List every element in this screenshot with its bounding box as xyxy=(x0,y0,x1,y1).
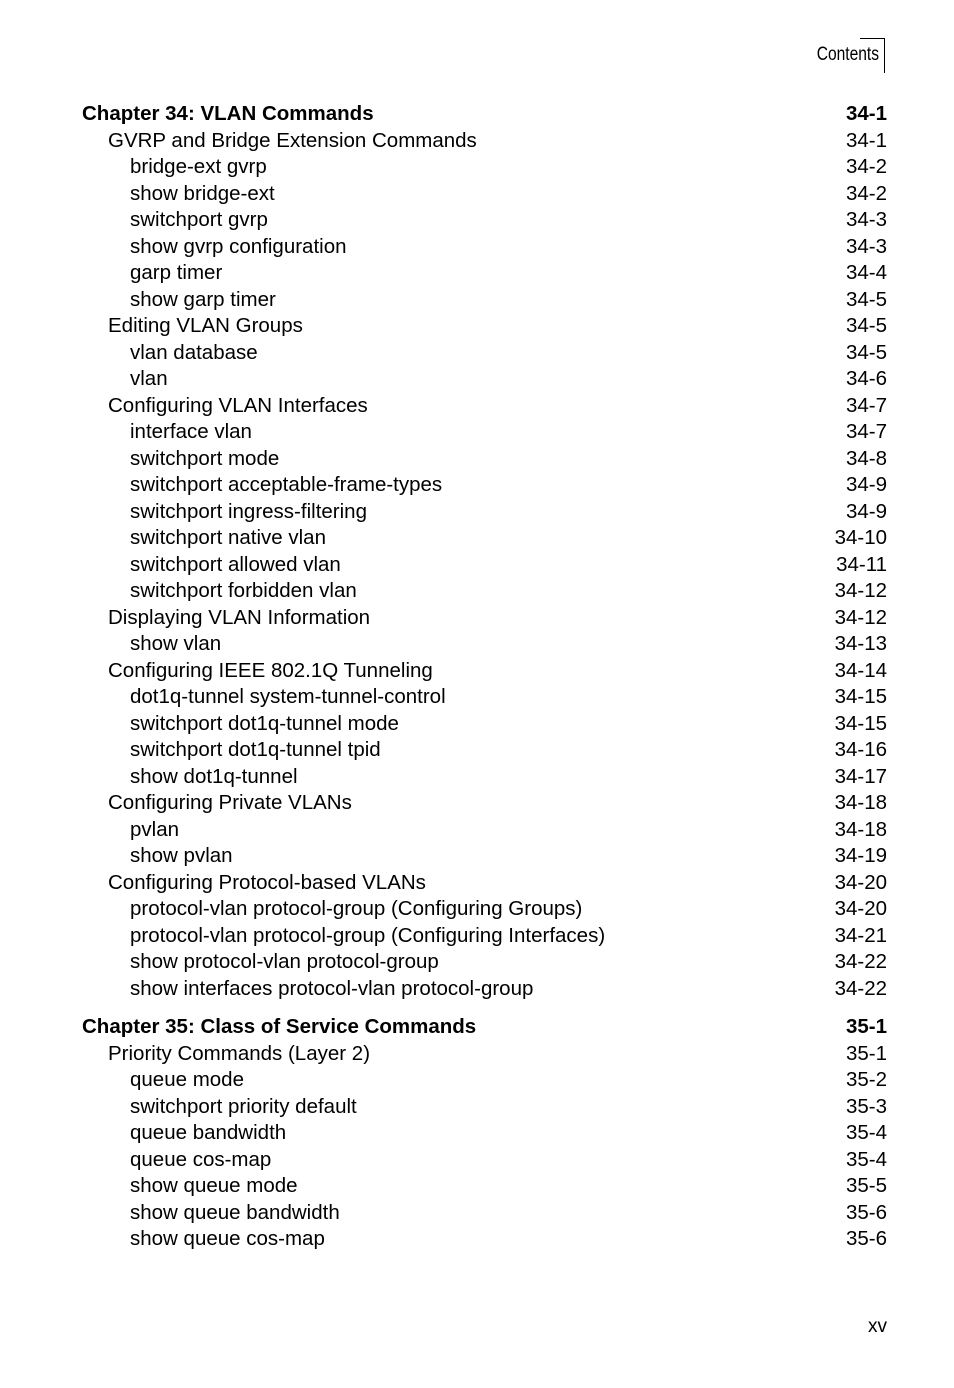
toc-section-entry[interactable] xyxy=(82,870,887,897)
toc-command-entry[interactable] xyxy=(82,923,887,950)
toc-entry-page: 34-5 xyxy=(845,314,887,337)
toc-entry-title: switchport mode xyxy=(130,446,280,470)
toc-entry-title: Configuring VLAN Interfaces xyxy=(108,393,368,417)
toc-section-entry[interactable] xyxy=(82,790,887,817)
toc-command-entry[interactable] xyxy=(82,1226,887,1253)
toc-entry-title: bridge-ext gvrp xyxy=(130,155,267,178)
toc-entry-page: 34-3 xyxy=(845,234,887,258)
toc-entry-title: Configuring Private VLANs xyxy=(108,791,352,814)
toc-entry-page: 34-21 xyxy=(834,923,887,947)
toc-command-entry[interactable] xyxy=(82,896,887,923)
toc-entry-title: Priority Commands (Layer 2) xyxy=(108,1041,371,1065)
toc-entry-title: queue bandwidth xyxy=(130,1121,287,1144)
toc-entry-title: protocol-vlan protocol-group (Configuring Groups) xyxy=(130,897,583,920)
toc-command-entry[interactable] xyxy=(82,340,887,367)
toc-section-entry[interactable] xyxy=(82,658,887,685)
toc-entry-page: 34-18 xyxy=(834,791,887,814)
toc-command-entry[interactable] xyxy=(82,472,887,499)
toc-entry-page: 34-18 xyxy=(834,817,887,841)
toc-entry-title: show queue cos-map xyxy=(130,1227,325,1250)
toc-command-entry[interactable] xyxy=(82,737,887,764)
toc-command-entry[interactable] xyxy=(82,366,887,393)
toc-chapter-entry[interactable] xyxy=(82,101,887,128)
toc-section-entry[interactable] xyxy=(82,128,887,155)
toc-entry-page: 34-22 xyxy=(834,950,887,973)
toc-entry-page: 34-12 xyxy=(834,579,887,602)
toc-entry-title: switchport allowed vlan xyxy=(130,552,341,576)
toc-entry-page: 35-2 xyxy=(845,1068,887,1091)
toc-entry-title: show queue mode xyxy=(130,1174,298,1197)
toc-command-entry[interactable] xyxy=(82,287,887,314)
toc-chapter-entry[interactable] xyxy=(82,1014,887,1041)
toc-entry-page: 34-15 xyxy=(834,711,887,735)
running-header: Contents xyxy=(816,44,879,65)
toc-entry-title: switchport dot1q-tunnel mode xyxy=(130,711,399,735)
toc-entry-page: 34-2 xyxy=(845,181,887,205)
toc-entry-page: 35-5 xyxy=(845,1174,887,1197)
toc-entry-page: 34-9 xyxy=(845,473,887,496)
toc-command-entry[interactable] xyxy=(82,817,887,844)
toc-section-entry[interactable] xyxy=(82,605,887,632)
toc-command-entry[interactable] xyxy=(82,525,887,552)
toc-entry-page: 34-10 xyxy=(834,526,887,549)
toc-command-entry[interactable] xyxy=(82,1200,887,1227)
toc-entry-page: 34-15 xyxy=(834,685,887,708)
toc-entry-title: Editing VLAN Groups xyxy=(108,314,303,337)
toc-command-entry[interactable] xyxy=(82,1120,887,1147)
toc-entry-page: 35-1 xyxy=(845,1015,887,1038)
toc-entry-title: interface vlan xyxy=(130,420,252,443)
toc-command-entry[interactable] xyxy=(82,949,887,976)
toc-command-entry[interactable] xyxy=(82,207,887,234)
toc-command-entry[interactable] xyxy=(82,684,887,711)
page-number: xv xyxy=(868,1316,887,1337)
toc-entry-title: GVRP and Bridge Extension Commands xyxy=(108,128,477,152)
toc-command-entry[interactable] xyxy=(82,499,887,526)
toc-entry-title: Configuring Protocol-based VLANs xyxy=(108,870,426,894)
toc-command-entry[interactable] xyxy=(82,446,887,473)
toc-section-entry[interactable] xyxy=(82,313,887,340)
toc-entry-page: 34-17 xyxy=(834,764,887,788)
toc-entry-title: show dot1q-tunnel xyxy=(130,764,298,788)
toc-command-entry[interactable] xyxy=(82,419,887,446)
toc-command-entry[interactable] xyxy=(82,976,887,1003)
toc-entry-page: 34-22 xyxy=(834,976,887,1000)
toc-entry-title: queue cos-map xyxy=(130,1147,272,1171)
toc-entry-title: protocol-vlan protocol-group (Configuring Interfaces) xyxy=(130,923,606,947)
toc-entry-title: switchport forbidden vlan xyxy=(130,579,357,602)
toc-entry-title: switchport priority default xyxy=(130,1094,357,1118)
toc-entry-page: 34-3 xyxy=(845,208,887,231)
toc-entry-title: show vlan xyxy=(130,632,222,655)
toc-section-entry[interactable] xyxy=(82,1041,887,1068)
toc-entry-page: 35-6 xyxy=(845,1227,887,1250)
toc-command-entry[interactable] xyxy=(82,234,887,261)
toc-command-entry[interactable] xyxy=(82,711,887,738)
toc-entry-page: 35-6 xyxy=(845,1200,887,1224)
toc-entry-title: dot1q-tunnel system-tunnel-control xyxy=(130,685,446,708)
toc-entry-title: show protocol-vlan protocol-group xyxy=(130,950,439,973)
toc-entry-title: vlan database xyxy=(130,340,258,364)
toc-entry-page: 35-4 xyxy=(845,1147,887,1171)
toc-command-entry[interactable] xyxy=(82,1067,887,1094)
toc-entry-title: garp timer xyxy=(130,261,223,284)
toc-entry-title: show garp timer xyxy=(130,287,276,311)
toc-entry-page: 34-9 xyxy=(845,499,887,523)
toc-entry-title: vlan xyxy=(130,367,168,390)
toc-command-entry[interactable] xyxy=(82,1173,887,1200)
toc-entry-title: queue mode xyxy=(130,1068,244,1091)
toc-entry-page: 34-2 xyxy=(845,155,887,178)
toc-entry-title: show gvrp configuration xyxy=(130,234,347,258)
toc-command-entry[interactable] xyxy=(82,631,887,658)
toc-entry-page: 35-1 xyxy=(845,1041,887,1065)
toc-command-entry[interactable] xyxy=(82,843,887,870)
toc-command-entry[interactable] xyxy=(82,764,887,791)
toc-entry-page: 34-14 xyxy=(834,658,887,682)
toc-command-entry[interactable] xyxy=(82,578,887,605)
table-of-contents xyxy=(82,101,887,1265)
toc-entry-page: 34-20 xyxy=(834,897,887,920)
toc-entry-title: Chapter 35: Class of Service Commands xyxy=(82,1015,477,1038)
toc-entry-page: 34-6 xyxy=(845,367,887,390)
toc-entry-title: switchport gvrp xyxy=(130,208,268,231)
toc-entry-page: 34-12 xyxy=(834,605,887,629)
toc-entry-page: 34-5 xyxy=(845,340,887,364)
toc-entry-page: 34-11 xyxy=(836,552,887,576)
toc-entry-page: 34-13 xyxy=(834,632,887,655)
toc-entry-title: switchport ingress-filtering xyxy=(130,499,367,523)
toc-entry-page: 34-4 xyxy=(845,261,887,284)
toc-entry-title: show bridge-ext xyxy=(130,181,275,205)
toc-entry-title: show queue bandwidth xyxy=(130,1200,340,1224)
toc-entry-title: Chapter 34: VLAN Commands xyxy=(82,102,374,125)
toc-command-entry[interactable] xyxy=(82,1094,887,1121)
chapter-block xyxy=(82,101,887,1002)
toc-entry-title: show pvlan xyxy=(130,844,233,867)
toc-entry-title: Displaying VLAN Information xyxy=(108,605,371,629)
toc-entry-title: show interfaces protocol-vlan protocol-group xyxy=(130,976,534,1000)
toc-entry-page: 35-3 xyxy=(845,1094,887,1118)
toc-entry-page: 34-16 xyxy=(834,738,887,761)
toc-entry-page: 34-1 xyxy=(845,102,887,125)
toc-command-entry[interactable] xyxy=(82,552,887,579)
toc-entry-page: 34-20 xyxy=(834,870,887,894)
toc-command-entry[interactable] xyxy=(82,154,887,181)
toc-entry-page: 34-1 xyxy=(845,128,887,152)
toc-entry-title: pvlan xyxy=(130,817,180,841)
toc-entry-title: switchport native vlan xyxy=(130,526,326,549)
toc-section-entry[interactable] xyxy=(82,393,887,420)
chapter-block xyxy=(82,1014,887,1253)
toc-entry-page: 34-5 xyxy=(845,287,887,311)
toc-entry-title: switchport acceptable-frame-types xyxy=(130,473,443,496)
toc-entry-title: switchport dot1q-tunnel tpid xyxy=(130,738,381,761)
toc-entry-title: Configuring IEEE 802.1Q Tunneling xyxy=(108,658,433,682)
toc-entry-page: 34-8 xyxy=(845,446,887,470)
toc-entry-page: 34-7 xyxy=(845,393,887,417)
toc-command-entry[interactable] xyxy=(82,260,887,287)
toc-entry-page: 34-19 xyxy=(834,844,887,867)
toc-command-entry[interactable] xyxy=(82,1147,887,1174)
toc-entry-page: 34-7 xyxy=(845,420,887,443)
toc-entry-page: 35-4 xyxy=(845,1121,887,1144)
toc-command-entry[interactable] xyxy=(82,181,887,208)
